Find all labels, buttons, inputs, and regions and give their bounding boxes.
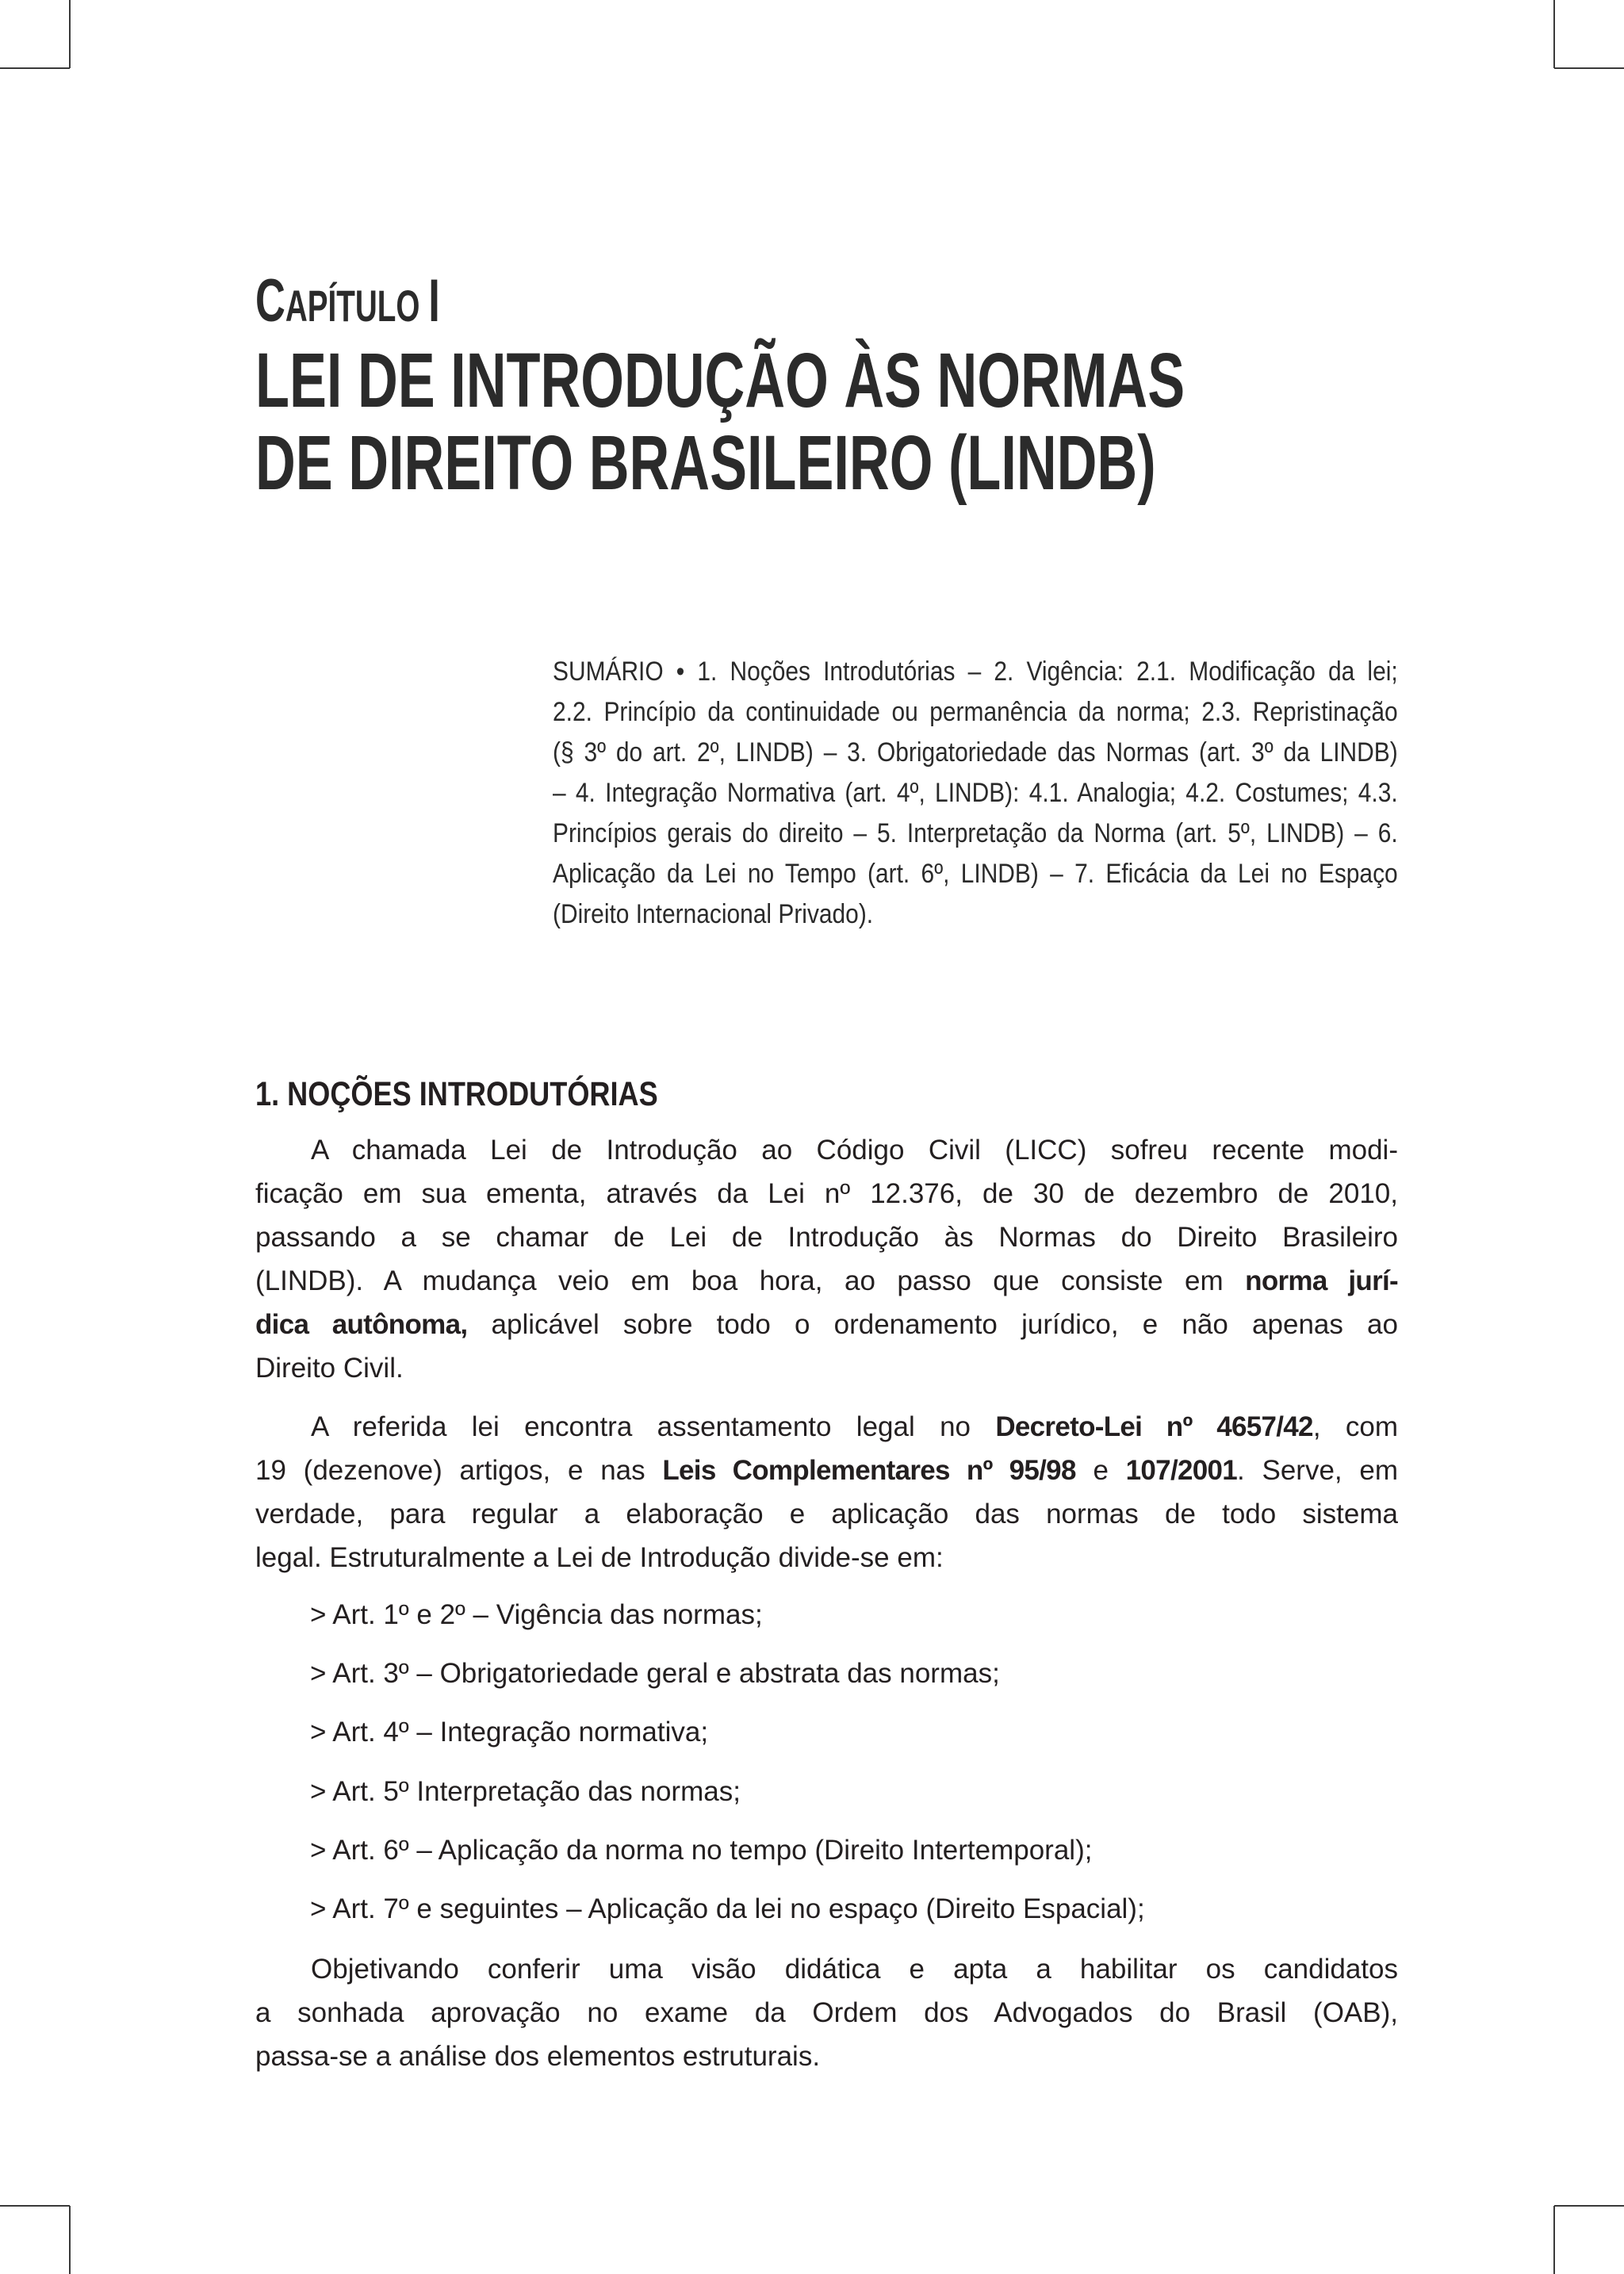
crop-mark-bottom-right-horizontal — [1554, 2205, 1624, 2207]
text-segment: legal. Estruturalmente a Lei de Introdução divide-se em: — [255, 1542, 944, 1573]
text-segment: (LINDB). A mudança veio em boa hora, ao passo que consiste em — [255, 1265, 1246, 1296]
paragraph — [255, 1947, 1398, 2078]
paragraph-line — [255, 1346, 1398, 1390]
summary-line: (Direito Internacional Privado). — [553, 899, 874, 929]
summary-line: – 4. Integração Normativa (art. 4º, LINDB): 4.1. Analogia; 4.2. Costumes; 4.3. — [553, 778, 1398, 808]
paragraph-line — [255, 1449, 1398, 1492]
crop-mark-bottom-left-horizontal — [0, 2205, 70, 2207]
text-segment: Direito Civil. — [255, 1353, 404, 1384]
paragraph — [255, 1128, 1398, 1390]
crop-mark-bottom-right-vertical — [1553, 2206, 1555, 2274]
paragraph-line — [255, 1172, 1398, 1215]
text-segment: A chamada Lei de Introdução ao Código Civil (LICC) sofreu recente modi- — [311, 1135, 1398, 1166]
paragraph-line — [255, 1947, 1398, 1991]
text-segment: verdade, para regular a elaboração e aplicação das normas de todo sistema — [255, 1499, 1398, 1529]
text-segment: ficação em sua ementa, através da Lei nº 12.376, de 30 de dezembro de 2010, — [255, 1178, 1398, 1209]
chapter-label — [255, 267, 440, 336]
paragraph-line — [255, 1259, 1398, 1303]
paragraph-line — [255, 1128, 1398, 1172]
crop-mark-top-right-vertical — [1553, 0, 1555, 68]
paragraph — [255, 1405, 1398, 1579]
text-segment: e — [1075, 1455, 1126, 1486]
summary-line: (§ 3º do art. 2º, LINDB) – 3. Obrigatoriedade das Normas (art. 3º da LINDB) — [553, 737, 1398, 768]
list-item: > Art. 1º e 2º – Vigência das normas; — [310, 1599, 763, 1630]
crop-mark-top-left-vertical — [69, 0, 71, 68]
text-segment: a sonhada aprovação no exame da Ordem dos Advogados do Brasil (OAB), — [255, 1997, 1398, 2028]
paragraph-line — [255, 1215, 1398, 1259]
text-segment: . Serve, em — [1237, 1455, 1399, 1486]
summary-line: 2.2. Princípio da continuidade ou permanência da norma; 2.3. Repristinação — [553, 697, 1398, 727]
crop-mark-top-left-horizontal — [0, 67, 70, 69]
paragraph-line — [255, 1991, 1398, 2035]
summary-line: SUMÁRIO • 1. Noções Introdutórias – 2. Vigência: 2.1. Modificação da lei; — [553, 657, 1398, 687]
text-segment: passa-se a análise dos elementos estruturais. — [255, 2041, 821, 2072]
summary-line: Aplicação da Lei no Tempo (art. 6º, LINDB) – 7. Eficácia da Lei no Espaço — [553, 859, 1398, 889]
crop-mark-top-right-horizontal — [1554, 67, 1624, 69]
section-heading: 1. NOÇÕES INTRODUTÓRIAS — [255, 1075, 658, 1113]
list-item: > Art. 4º – Integração normativa; — [310, 1717, 709, 1748]
bold-term: dica autônoma, — [255, 1309, 468, 1340]
article-list — [310, 1586, 1398, 1939]
chapter-title-line: DE DIREITO BRASILEIRO (LINDB) — [255, 419, 1156, 506]
paragraph-line — [255, 1303, 1398, 1346]
bold-term: Decreto-Lei nº 4657/42 — [995, 1411, 1313, 1442]
paragraph-line — [255, 2035, 1398, 2078]
chapter-title — [255, 339, 1538, 504]
crop-mark-bottom-left-vertical — [69, 2206, 71, 2274]
chapter-summary — [553, 652, 1398, 935]
list-item: > Art. 7º e seguintes – Aplicação da lei no espaço (Direito Espacial); — [310, 1893, 1145, 1925]
text-segment: passando a se chamar de Lei de Introdução às Normas do Direito Brasileiro — [255, 1222, 1398, 1253]
text-segment: A referida lei encontra assentamento legal no — [311, 1411, 996, 1442]
paragraph-line — [255, 1536, 1398, 1579]
paragraph-line — [255, 1405, 1398, 1449]
text-segment: aplicável sobre todo o ordenamento jurídico, e não apenas ao — [467, 1309, 1398, 1340]
list-item: > Art. 6º – Aplicação da norma no tempo (Direito Intertemporal); — [310, 1834, 1093, 1866]
bold-term: Leis Complementares nº 95/98 — [662, 1455, 1076, 1486]
chapter-title-line: LEI DE INTRODUÇÃO ÀS NORMAS — [255, 337, 1185, 423]
bold-term: 107/2001 — [1125, 1455, 1238, 1486]
text-segment: , com — [1312, 1411, 1398, 1442]
text-segment: 19 (dezenove) artigos, e nas — [255, 1455, 663, 1486]
chapter-word: CAPÍTULO — [255, 267, 420, 335]
summary-line: Princípios gerais do direito – 5. Interpretação da Norma (art. 5º, LINDB) – 6. — [553, 818, 1398, 848]
text-segment: Objetivando conferir uma visão didática e apta a habilitar os candidatos — [311, 1954, 1398, 1985]
bold-term: norma jurí- — [1245, 1265, 1399, 1296]
paragraph-line — [255, 1492, 1398, 1536]
list-item: > Art. 5º Interpretação das normas; — [310, 1775, 741, 1807]
list-item: > Art. 3º – Obrigatoriedade geral e abstrata das normas; — [310, 1658, 1000, 1690]
chapter-number: I — [428, 267, 440, 335]
